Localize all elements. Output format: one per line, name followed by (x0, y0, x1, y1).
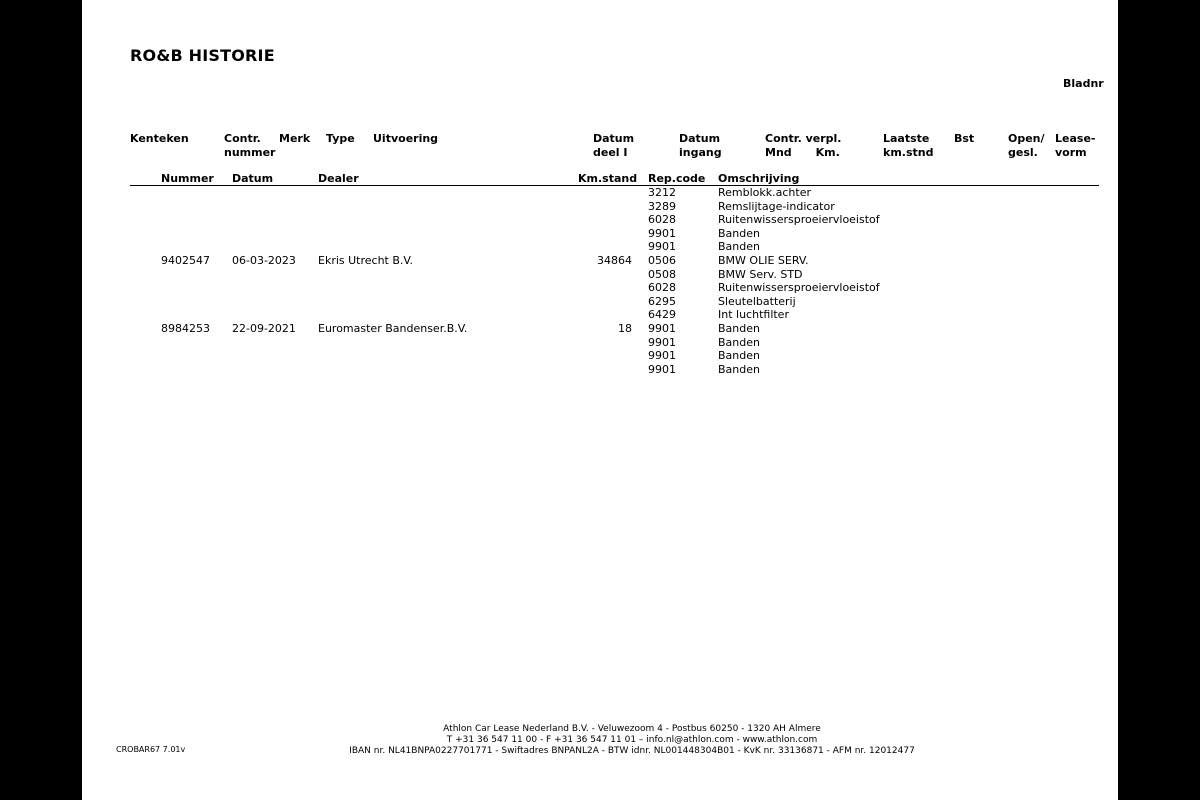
row-repcode: 9901 (648, 226, 676, 240)
header-datum-ingang-line2: ingang (679, 145, 722, 159)
header-contr-verpl (765, 132, 841, 159)
header-kenteken: Kenteken (130, 132, 189, 145)
row-repcode: 9901 (648, 349, 676, 363)
table-row (82, 254, 1118, 268)
header-contr-verpl-line1: Contr. verpl. (765, 132, 842, 145)
table-row (82, 213, 1118, 227)
row-dealer: Ekris Utrecht B.V. (318, 254, 414, 267)
header-laatste-line1: Laatste (883, 132, 930, 145)
header-open-gesl (1008, 132, 1045, 159)
page-title: RO&B HISTORIE (130, 46, 275, 65)
row-omschrijving: BMW OLIE SERV. (718, 254, 809, 267)
row-repcode: 0506 (648, 254, 676, 267)
row-repcode: 6429 (648, 308, 676, 322)
row-kmstand: 34864 (597, 254, 632, 267)
row-nummer: 8984253 (161, 322, 210, 335)
header-lease-line1: Lease- (1055, 132, 1096, 145)
header-datum: Datum (232, 172, 274, 185)
header-dealer: Dealer (318, 172, 359, 185)
header-mnd-km (765, 146, 841, 160)
row-omschrijving: Banden (718, 226, 760, 240)
header-lease-line2: vorm (1055, 145, 1087, 159)
row-omschrijving: Banden (718, 362, 760, 376)
header-omschrijving: Omschrijving (718, 172, 800, 185)
row-omschrijving: Remslijtage-indicator (718, 199, 835, 213)
row-kmstand: 18 (618, 322, 632, 335)
row-dealer: Euromaster Bandenser.B.V. (318, 322, 468, 335)
header-lease-vorm (1055, 132, 1095, 159)
header-kmstand: Km.stand (578, 172, 638, 185)
footer-address: Athlon Car Lease Nederland B.V. - Veluwezoom 4 - Postbus 60250 - 1320 AH Almere (443, 724, 821, 734)
table-row (82, 186, 1118, 200)
footer-registration: IBAN nr. NL41BNPA0227701771 - Swiftadres BNPANL2A - BTW idnr. NL001448304B01 - KvK nr. 33136871 - AFM nr. 12012477 (349, 746, 915, 756)
table-row (82, 268, 1118, 282)
form-code: CROBAR67 7.01v (116, 745, 186, 754)
row-repcode: 6028 (648, 213, 676, 227)
header-nummer: Nummer (161, 172, 214, 185)
table-row (82, 349, 1118, 363)
row-datum: 22-09-2021 (232, 322, 296, 335)
row-omschrijving: Remblokk.achter (718, 186, 812, 199)
row-repcode: 6295 (648, 294, 676, 308)
table-row (82, 336, 1118, 350)
row-repcode: 9901 (648, 362, 676, 376)
row-repcode: 6028 (648, 281, 676, 295)
header-mnd: Mnd (765, 145, 792, 159)
row-omschrijving: Banden (718, 240, 760, 254)
row-omschrijving: Ruitenwissersproeiervloeistof (718, 213, 880, 227)
table-row (82, 200, 1118, 214)
row-omschrijving: BMW Serv. STD (718, 267, 803, 281)
header-bst: Bst (954, 132, 975, 145)
row-repcode: 3289 (648, 199, 676, 213)
page-number-label: Bladnr (1063, 77, 1104, 90)
row-omschrijving: Banden (718, 335, 760, 349)
header-uitvoering: Uitvoering (373, 132, 439, 145)
row-repcode: 9901 (648, 240, 676, 254)
table-row (82, 227, 1118, 241)
header-datum-ingang (679, 132, 722, 159)
header-datum-ingang-line1: Datum (679, 132, 721, 145)
table-row (82, 322, 1118, 336)
row-datum: 06-03-2023 (232, 254, 296, 267)
header-contr-nummer-line1: Contr. (224, 132, 261, 145)
table-row (82, 363, 1118, 377)
table-row (82, 240, 1118, 254)
footer-contact: T +31 36 547 11 00 - F +31 36 547 11 01 – info.nl@athlon.com - www.athlon.com (446, 735, 818, 745)
header-datum-deel (593, 132, 634, 159)
row-omschrijving: Int luchtfilter (718, 308, 789, 322)
header-laatste-kmstand (883, 132, 933, 159)
header-laatste-line2: km.stnd (883, 145, 934, 159)
document-page (82, 0, 1118, 800)
row-omschrijving: Sleutelbatterij (718, 294, 796, 308)
header-repcode: Rep.code (648, 172, 706, 185)
header-km: Km. (815, 145, 840, 159)
header-datum-deel-line1: Datum (593, 132, 635, 145)
row-omschrijving: Ruitenwissersproeiervloeistof (718, 281, 880, 295)
header-contr-nummer-line2: nummer (224, 145, 276, 159)
table-row (82, 308, 1118, 322)
row-repcode: 9901 (648, 322, 676, 335)
header-merk: Merk (279, 132, 311, 145)
table-row (82, 295, 1118, 309)
table-row (82, 281, 1118, 295)
header-datum-deel-line2: deel I (593, 145, 628, 159)
header-type: Type (326, 132, 355, 145)
header-open-line2: gesl. (1008, 145, 1038, 159)
row-omschrijving: Banden (718, 322, 760, 335)
header-open-line1: Open/ (1008, 132, 1045, 145)
row-repcode: 9901 (648, 335, 676, 349)
row-nummer: 9402547 (161, 254, 210, 267)
row-repcode: 3212 (648, 186, 676, 199)
row-repcode: 0508 (648, 267, 676, 281)
header-contr-nummer (224, 132, 275, 159)
row-omschrijving: Banden (718, 349, 760, 363)
